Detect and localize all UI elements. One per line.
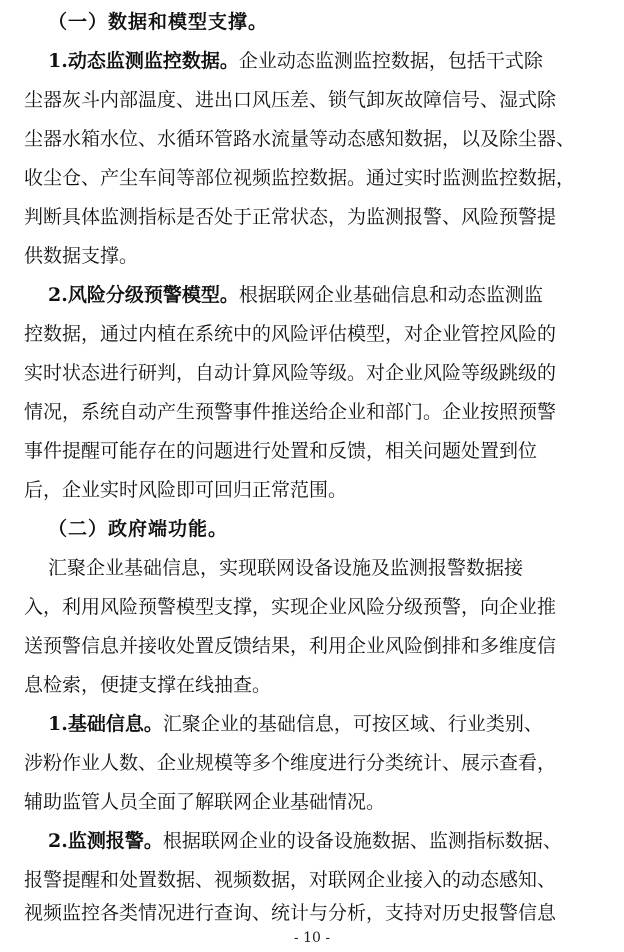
paragraph-line — [48, 821, 608, 861]
paragraph-text: 根据联网企业的设备设施数据、监测指标数据、 — [162, 830, 562, 852]
paragraph-line: 辅助监管人员全面了解联网企业基础情况。 — [24, 791, 386, 813]
paragraph-line: 尘器水箱水位、水循环管路水流量等动态感知数据，以及除尘器、 — [24, 128, 576, 150]
paragraph-line — [48, 41, 608, 81]
paragraph-line: 汇聚企业基础信息，实现联网设备设施及监测报警数据接 — [48, 557, 524, 579]
paragraph-text: 企业动态监测监控数据，包括干式除 — [238, 50, 543, 72]
paragraph-line: 后，企业实时风险即可回归正常范围。 — [24, 479, 348, 501]
paragraph-text: 汇聚企业的基础信息，可按区域、行业类别、 — [162, 713, 543, 735]
paragraph-line: 报警提醒和处置数据、视频数据，对联网企业接入的动态感知、 — [24, 869, 557, 891]
paragraph-line: 情况，系统自动产生预警事件推送给企业和部门。企业按照预警 — [24, 401, 557, 423]
item-title-monitoring-alarm: 2.监测报警。 — [48, 830, 163, 852]
paragraph-line: 入，利用风险预警模型支撑，实现企业风险分级预警，向企业推 — [24, 596, 557, 618]
section-heading-data-model: （一）数据和模型支撑。 — [48, 11, 269, 33]
item-title-basic-info: 1.基础信息。 — [48, 713, 163, 735]
paragraph-line: 送预警信息并接收处置反馈结果，利用企业风险倒排和多维度信 — [24, 635, 557, 657]
paragraph-line: 视频监控各类情况进行查询、统计与分析，支持对历史报警信息 — [24, 902, 557, 924]
paragraph-line: 息检索，便捷支撑在线抽查。 — [24, 674, 272, 696]
paragraph-line: 控数据，通过内植在系统中的风险评估模型，对企业管控风险的 — [24, 323, 557, 345]
paragraph-text: 根据联网企业基础信息和动态监测监 — [238, 284, 543, 306]
paragraph-line: 实时状态进行研判，自动计算风险等级。对企业风险等级跳级的 — [24, 362, 557, 384]
section-heading-government: （二）政府端功能。 — [48, 518, 229, 540]
paragraph-line: 收尘仓、产尘车间等部位视频监控数据。通过实时监测监控数据， — [24, 167, 576, 189]
paragraph-line: 事件提醒可能存在的问题进行处置和反馈，相关问题处置到位 — [24, 440, 538, 462]
page-number: - 10 - — [293, 930, 331, 946]
item-title-monitoring-data: 1.动态监测监控数据。 — [48, 50, 239, 72]
item-title-risk-model: 2.风险分级预警模型。 — [48, 284, 239, 306]
paragraph-line: 判断具体监测指标是否处于正常状态，为监测报警、风险预警提 — [24, 206, 557, 228]
paragraph-line — [48, 704, 608, 744]
paragraph-line — [48, 275, 608, 315]
paragraph-line: 涉粉作业人数、企业规模等多个维度进行分类统计、展示查看， — [24, 752, 557, 774]
paragraph-line: 供数据支撑。 — [24, 245, 139, 267]
paragraph-line: 尘器灰斗内部温度、进出口风压差、锁气卸灰故障信号、湿式除 — [24, 89, 557, 111]
